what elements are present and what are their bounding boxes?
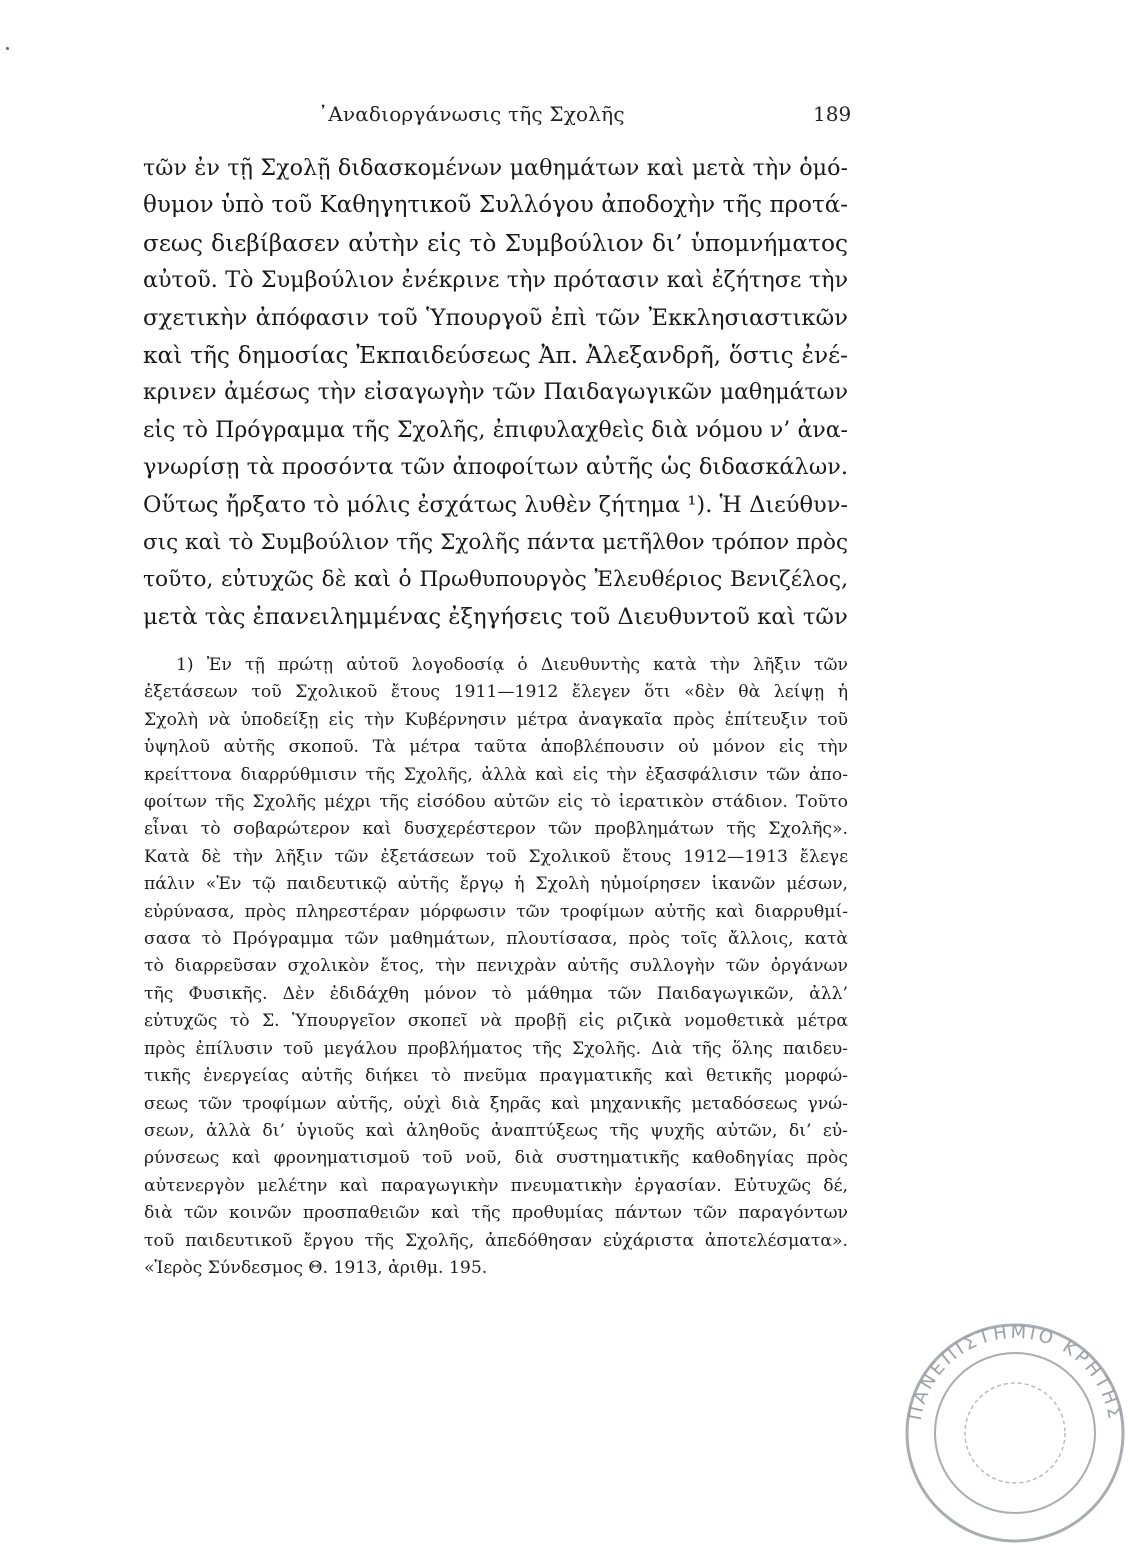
scan-speck <box>6 47 9 50</box>
body-line: τοῦτο, εὐτυχῶς δὲ καὶ ὁ Πρωθυπουργὸς Ἐλευθέριος Βενιζέλος, <box>143 567 848 593</box>
footnote-line: ὑψηλοῦ αὐτῆς σκοποῦ. Τὰ μέτρα ταῦτα ἀποβλέπουσιν οὐ μόνον εἰς τὴν <box>144 737 848 758</box>
footnote-line: «Ἱερὸς Σύνδεσμος Θ. 1913, ἀριθμ. 195. <box>144 1257 488 1278</box>
footnote-line: σασα τὸ Πρόγραμμα τῶν μαθημάτων, πλουτίσασα, πρὸς τοῖς ἄλλοις, κατὰ <box>144 929 848 950</box>
running-title: ᾿Αναδιοργάνωσις τῆς Σχολῆς <box>318 102 625 126</box>
footnote-line: ἐξετάσεων τοῦ Σχολικοῦ ἔτους 1911—1912 ἔλεγεν ὅτι «δὲν θὰ λείψῃ ἡ <box>144 682 848 703</box>
footnote-line: Σχολὴ νὰ ὑποδείξῃ εἰς τὴν Κυβέρνησιν μέτρα ἀναγκαῖα πρὸς ἐπίτευξιν τοῦ <box>144 709 848 730</box>
main-text <box>143 150 848 636</box>
footnote-line: φοίτων τῆς Σχολῆς μέχρι τῆς εἰσόδου αὐτῶν εἰς τὸ ἱερατικὸν στάδιον. Τοῦτο <box>144 792 848 813</box>
footnote-line: Κατὰ δὲ τὴν λῆξιν τῶν ἐξετάσεων τοῦ Σχολικοῦ ἔτους 1912—1913 ἔλεγε <box>144 846 848 867</box>
body-line: καὶ τῆς δημοσίας Ἐκπαιδεύσεως Ἀπ. Ἀλεξανδρῆ, ὅστις ἐνέ- <box>143 342 848 370</box>
footnote-line: ρύνσεως καὶ φρονηματισμοῦ τοῦ νοῦ, διὰ συστηματικῆς καθοδηγίας πρὸς <box>144 1148 848 1169</box>
body-line: γνωρίσῃ τὰ προσόντα τῶν ἀποφοίτων αὐτῆς ὡς διδασκάλων. <box>143 454 848 481</box>
footnote-line: τικῆς ἐνεργείας αὐτῆς διήκει τὸ πνεῦμα πραγματικῆς καὶ θετικῆς μορφώ- <box>144 1066 848 1087</box>
footnote-line: εὐρύνασα, πρὸς πληρεστέραν μόρφωσιν τῶν τροφίμων αὐτῆς καὶ διαρρυθμί- <box>144 901 848 922</box>
footnote <box>144 652 848 1282</box>
footnote-line: κρείττονα διαρρύθμισιν τῆς Σχολῆς, ἀλλὰ καὶ εἰς τὴν ἐξασφάλισιν τῶν ἀπο- <box>144 764 848 785</box>
seal-arc-text: ΠΑΝΕΠΙΣΤΗΜΙΟ ΚΡΗΤΗΣ <box>904 1321 1126 1424</box>
footnote-line: τῆς Φυσικῆς. Δὲν ἐδιδάχθη μόνον τὸ μάθημα τῶν Παιδαγωγικῶν, ἀλλ’ <box>144 983 848 1004</box>
body-line: κρινεν ἀμέσως τὴν εἰσαγωγὴν τῶν Παιδαγωγικῶν μαθημάτων <box>143 380 848 406</box>
footnote-line: πρὸς ἐπίλυσιν τοῦ μεγάλου προβλήματος τῆς Σχολῆς. Διὰ τῆς ὅλης παιδευ- <box>144 1038 848 1059</box>
footnote-line: τοῦ παιδευτικοῦ ἔργου τῆς Σχολῆς, ἀπεδόθησαν εὐχάριστα ἀποτελέσματα». <box>144 1230 848 1251</box>
footnote-line: 1) Ἐν τῇ πρώτῃ αὐτοῦ λογοδοσίᾳ ὁ Διευθυντὴς κατὰ τὴν λῆξιν τῶν <box>176 655 848 675</box>
body-line: σεως διεβίβασεν αὐτὴν εἰς τὸ Συμβούλιον δι’ ὑπομνήματος <box>143 229 848 257</box>
body-line: τῶν ἐν τῇ Σχολῇ διδασκομένων μαθημάτων καὶ μετὰ τὴν ὁμό- <box>143 155 848 181</box>
footnote-line: πάλιν «Ἐν τῷ παιδευτικῷ αὐτῆς ἔργῳ ἡ Σχολὴ ηὐμοίρησεν ἱκανῶν μέσων, <box>144 874 848 895</box>
footnote-line: σεως τῶν τροφίμων αὐτῆς, οὐχὶ διὰ ξηρᾶς καὶ μηχανικῆς μεταδόσεως γνώ- <box>144 1093 848 1114</box>
page-number: 189 <box>813 102 852 126</box>
footnote-line: αὐτενεργὸν μελέτην καὶ παραγωγικὴν πνευματικὴν ἐργασίαν. Εὐτυχῶς δέ, <box>144 1175 848 1196</box>
body-line: μετὰ τὰς ἐπανειλημμένας ἐξηγήσεις τοῦ Διευθυντοῦ καὶ τῶν <box>143 603 848 630</box>
body-line: εἰς τὸ Πρόγραμμα τῆς Σχολῆς, ἐπιφυλαχθεὶς διὰ νόμου ν’ ἀνα- <box>143 417 848 443</box>
body-line: θυμον ὑπὸ τοῦ Καθηγητικοῦ Συλλόγου ἀποδοχὴν τῆς προτά- <box>143 192 848 219</box>
body-line: σις καὶ τὸ Συμβούλιον τῆς Σχολῆς πάντα μετῆλθον τρόπον πρὸς <box>143 530 848 556</box>
body-line: Οὕτως ἤρξατο τὸ μόλις ἐσχάτως λυθὲν ζήτημα ¹). Ἡ Διεύθυν- <box>143 491 848 518</box>
body-line: αὐτοῦ. Τὸ Συμβούλιον ἐνέκρινε τὴν πρότασιν καὶ ἐζήτησε τὴν <box>143 267 848 294</box>
footnote-line: διὰ τῶν κοινῶν προσπαθειῶν καὶ τῆς προθυμίας πάντων τῶν παραγόντων <box>144 1203 848 1224</box>
footnote-line: εἶναι τὸ σοβαρώτερον καὶ δυσχερέστερον τῶν προβλημάτων τῆς Σχολῆς». <box>144 819 848 840</box>
footnote-line: σεων, ἀλλὰ δι’ ὑγιοῦς καὶ ἀληθοῦς ἀναπτύξεως τῆς ψυχῆς αὐτῶν, δι’ εὐ- <box>144 1120 848 1141</box>
university-seal-icon <box>900 1318 1130 1548</box>
footnote-line: εὐτυχῶς τὸ Σ. Ὑπουργεῖον σκοπεῖ νὰ προβῇ εἰς ριζικὰ νομοθετικὰ μέτρα <box>144 1011 848 1032</box>
body-line: σχετικὴν ἀπόφασιν τοῦ Ὑπουργοῦ ἐπὶ τῶν Ἐκκλησιαστικῶν <box>143 304 848 331</box>
footnote-line: τὸ διαρρεῦσαν σχολικὸν ἔτος, τὴν πενιχρὰν αὐτῆς συλλογὴν τῶν ὀργάνων <box>144 956 848 977</box>
